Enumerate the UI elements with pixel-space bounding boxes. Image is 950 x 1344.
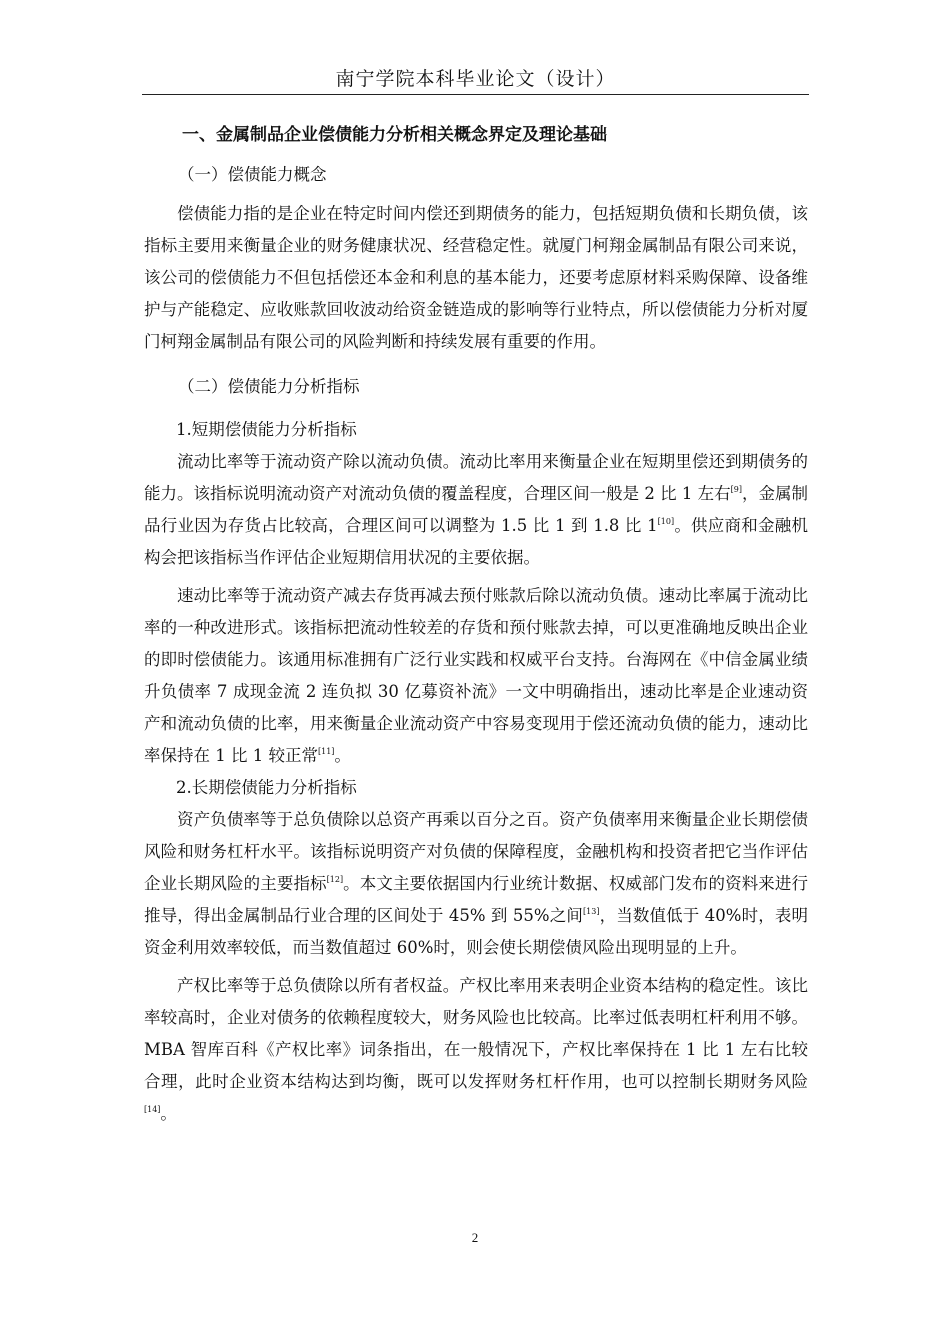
text-span: 速动比率等于流动资产减去存货再减去预付账款后除以流动负债。速动比率属于流动比率的一种改进形式。该指标把流动性较差的存货和预付账款去掉，可以更准确地反映出企业的即时偿债能力。该通用标准拥有广泛行业实践和权威平台支持。台海网在《中信金属业绩升负债率 7 成现金流 2 连负拟 30 亿募资补流》一文中明确指出，速动比率是企业速动资产和流动负债的比率，用来衡量企业流动资产中容易变现用于偿还流动负债的能力，速动比率保持在 1 比 1 较正常 — [144, 586, 808, 765]
paragraph-debt-ratio — [144, 804, 808, 964]
text-span: ，当数值低于 40%时，表明资金利用效率较低，而当数值超过 60%时，则会使长期偿债风险出现明显的上升。 — [144, 906, 808, 957]
citation: [9] — [730, 485, 742, 494]
text-span: 产权比率等于总负债除以所有者权益。产权比率用来表明企业资本结构的稳定性。该比率较高时，企业对债务的依赖程度较大，财务风险也比较高。比率过低表明杠杆利用不够。MBA 智库百科《产权比率》词条指出，在一般情况下，产权比率保持在 1 比 1 左右比较合理，此时企业资本结构达到均衡，既可以发挥财务杠杆作用，也可以控制长期财务风险 — [144, 976, 808, 1091]
heading-short-term: 1.短期偿债能力分析指标 — [176, 420, 357, 439]
paragraph-equity-ratio — [144, 970, 808, 1130]
header-rule — [142, 94, 809, 95]
text-span: 。供应商和金融机构会把该指标当作评估企业短期信用状况的主要依据。 — [144, 516, 809, 567]
text-span: 。本文主要依据国内行业统计数据、权威部门发布的资料来进行推导，得出金属制品行业合理的区间处于 45% 到 55%之间 — [144, 874, 809, 925]
text-span: 流动比率等于流动资产除以流动负债。流动比率用来衡量企业在短期里偿还到期债务的能力。该指标说明流动资产对流动负债的覆盖程度，合理区间一般是 2 比 1 左右 — [144, 452, 808, 503]
subsection-heading-concept: （一）偿债能力概念 — [178, 165, 327, 184]
section-heading: 一、金属制品企业偿债能力分析相关概念界定及理论基础 — [182, 125, 607, 145]
text-span: ，金属制品行业因为存货占比较高，合理区间可以调整为 1.5 比 1 到 1.8 比 1 — [144, 484, 809, 535]
page-body — [144, 118, 808, 1130]
text-span: 。 — [160, 1104, 177, 1123]
citation: [13] — [583, 907, 600, 916]
page-number: 2 — [471, 1230, 479, 1245]
page-header-title: 南宁学院本科毕业论文（设计） — [335, 68, 616, 90]
text-span: 资产负债率等于总负债除以总资产再乘以百分之百。资产负债率用来衡量企业长期偿债风险和财务杠杆水平。该指标说明资产对负债的保障程度，金融机构和投资者把它当作评估企业长期风险的主要指标 — [144, 810, 808, 893]
citation: [11] — [317, 747, 335, 756]
text-span: 。 — [334, 746, 351, 765]
citation: [10] — [657, 517, 675, 526]
paragraph-concept: 偿债能力指的是企业在特定时间内偿还到期债务的能力，包括短期负债和长期负债，该指标主要用来衡量企业的财务健康状况、经营稳定性。就厦门柯翔金属制品有限公司来说，该公司的偿债能力不但包括偿还本金和利息的基本能力，还要考虑原材料采购保障、设备维护与产能稳定、应收账款回收波动给资金链造成的影响等行业特点，所以偿债能力分析对厦门柯翔金属制品有限公司的风险判断和持续发展有重要的作用。 — [144, 204, 808, 351]
paragraph-quick-ratio — [144, 580, 808, 772]
heading-long-term: 2.长期偿债能力分析指标 — [176, 778, 357, 797]
subsection-heading-indicators: （二）偿债能力分析指标 — [178, 377, 360, 396]
citation: [12] — [326, 875, 344, 884]
paragraph-current-ratio — [144, 446, 808, 574]
citation: [14] — [144, 1105, 161, 1114]
